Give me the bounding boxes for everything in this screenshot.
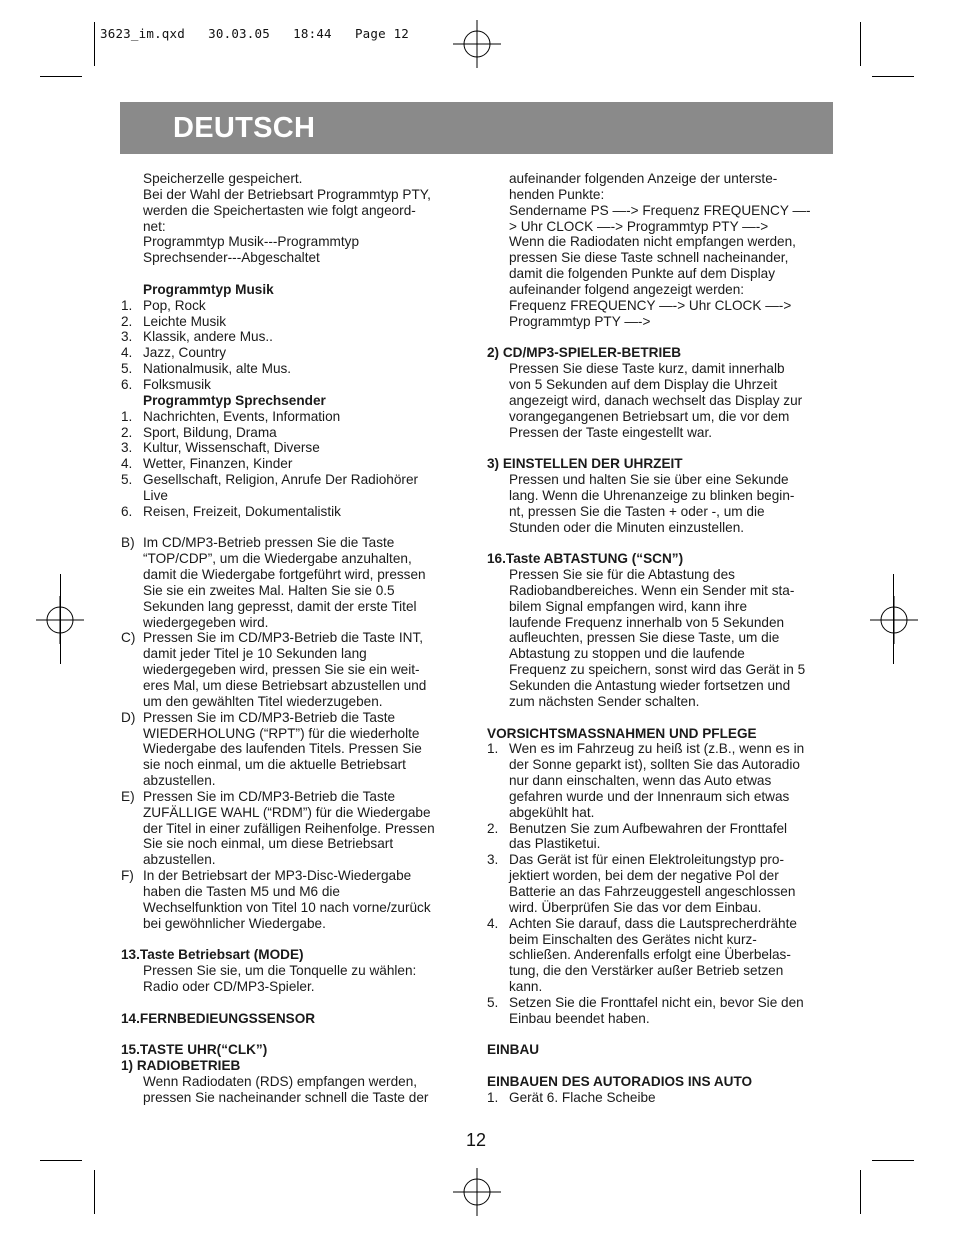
list-item	[121, 361, 466, 377]
list-item-text: In der Betriebsart der MP3-Disc-Wiedergabe	[143, 868, 412, 884]
text-line: Sekunden lang gepresst, damit der erste Titel	[143, 598, 417, 614]
text-line: Wenn Radiodaten (RDS) empfangen werden,	[143, 1074, 418, 1090]
text-line: abzustellen.	[143, 773, 216, 789]
section-heading: 15.TASTE UHR(“CLK”)	[121, 1042, 268, 1058]
list-item-text: Klassik, andere Mus..	[143, 329, 273, 345]
paragraph-spacer	[487, 1027, 833, 1043]
list-item-text: Pressen Sie im CD/MP3-Betrieb die Taste	[143, 709, 396, 725]
registration-mark-icon	[870, 596, 918, 644]
list-item	[121, 377, 466, 393]
section-heading: Programmtyp Musik	[143, 281, 274, 297]
text-line: Sie sie ein zweites Mal. Halten Sie sie 0.5	[143, 582, 395, 598]
text-line: Einbau beendet haben.	[509, 1010, 650, 1026]
text-line: nur dann einschalten, wenn das Auto etwas	[509, 773, 772, 789]
paragraph-spacer	[487, 440, 833, 456]
text-line: zum nächsten Sender schalten.	[509, 693, 700, 709]
language-banner	[120, 102, 833, 154]
list-item-text: Setzen Sie die Fronttafel nicht ein, bevor Sie den	[509, 994, 804, 1010]
text-line: der Sonne geparkt ist), sollten Sie das Autoradio	[509, 757, 800, 773]
list-item	[121, 868, 466, 884]
list-marker: E)	[121, 788, 135, 804]
list-item-text: Im CD/MP3-Betrieb pressen Sie die Taste	[143, 535, 395, 551]
text-line: Bei der Wahl der Betriebsart Programmtyp PTY,	[143, 186, 431, 202]
text-line: WIEDERHOLUNG (“RPT”) für die wiederholte	[143, 725, 420, 741]
text-line: Sie sie noch einmal, um diese Betriebsart	[143, 836, 394, 852]
crop-mark	[860, 22, 861, 66]
list-item	[121, 630, 466, 646]
text-line: pressen Sie diese Taste schnell nacheinander,	[509, 250, 789, 266]
list-marker: 3.	[121, 440, 133, 456]
text-line: bei gewöhnlicher Wiedergabe.	[143, 915, 326, 931]
text-line: nt, pressen Sie die Tasten + oder -, um die	[509, 503, 765, 519]
list-item-text: Pressen Sie im CD/MP3-Betrieb die Taste	[143, 788, 396, 804]
list-item	[487, 852, 833, 868]
list-item-text: Jazz, Country	[143, 345, 227, 361]
text-line: Batterie an das Fahrzeuggestell angeschlossen	[509, 883, 796, 899]
list-item	[121, 789, 466, 805]
text-line: damit die folgenden Punkte auf dem Display	[509, 266, 775, 282]
text-line: Pressen Sie sie für die Abtastung des	[509, 567, 735, 583]
crop-mark	[872, 76, 914, 77]
list-marker: F)	[121, 868, 134, 884]
list-item	[121, 298, 466, 314]
text-line: net:	[143, 218, 166, 234]
text-line: Speicherzelle gespeichert.	[143, 171, 303, 186]
list-item-text: Sport, Bildung, Drama	[143, 424, 277, 440]
crop-mark	[40, 76, 82, 77]
text-line: Sendername PS —-> Frequenz FREQUENCY —-	[509, 202, 811, 218]
crop-mark	[94, 1170, 95, 1214]
registration-mark-icon	[453, 1168, 501, 1216]
paragraph-spacer	[121, 266, 466, 282]
text-line: laufende Frequenz innerhalb von 5 Sekunden	[509, 614, 785, 630]
list-item-text: Wetter, Finanzen, Kinder	[143, 456, 293, 472]
text-line: der Titel in einer zufälligen Reihenfolge. Pressen	[143, 820, 435, 836]
text-line: eres Mal, um diese Betriebsart abzustellen und	[143, 678, 427, 693]
text-line: beim Einschalten des Gerätes nicht kurz-	[509, 931, 757, 947]
paragraph-spacer	[487, 329, 833, 345]
list-item	[121, 314, 466, 330]
crop-mark	[893, 574, 894, 664]
section-heading: 13.Taste Betriebsart (MODE)	[121, 947, 304, 963]
list-marker: 6.	[121, 376, 133, 392]
text-line: Wenn die Radiodaten nicht empfangen werden,	[509, 234, 796, 250]
list-item-text: Nachrichten, Events, Information	[143, 408, 341, 424]
text-line: bilem Signal empfangen wird, kann ihre	[509, 598, 748, 614]
text-line: haben die Tasten M5 und M6 die	[143, 883, 340, 899]
text-line: schließen. Anderenfalls erfolgt eine Überbelas-	[509, 947, 791, 963]
list-item	[487, 916, 833, 932]
print-slug: 3623_im.qxd 30.03.05 18:44 Page 12	[100, 26, 410, 41]
crop-mark	[60, 574, 61, 664]
text-line: um den gewählten Titel wiederzugeben.	[143, 693, 383, 709]
list-item-text: Gesellschaft, Religion, Anrufe Der Radiohörer	[143, 472, 419, 488]
text-line: Wiedergabe des laufenden Titels. Pressen Sie	[143, 741, 422, 757]
text-line: Pressen Sie sie, um die Tonquelle zu wählen:	[143, 963, 417, 979]
text-line: wird. Überprüfen Sie das vor dem Einbau.	[509, 899, 762, 915]
paragraph-spacer	[121, 932, 466, 948]
text-line: “TOP/CDP”, um die Wiedergabe anzuhalten,	[143, 551, 412, 567]
list-item-text: Kultur, Wissenschaft, Diverse	[143, 440, 320, 456]
list-item	[121, 710, 466, 726]
text-line: ZUFÄLLIGE WAHL (“RDM”) für die Wiedergabe	[143, 804, 431, 820]
list-item-text: Reisen, Freizeit, Dokumentalistik	[143, 503, 341, 519]
list-marker: 4.	[121, 456, 133, 472]
text-line: wiedergegeben wird.	[143, 614, 269, 630]
text-line: > Uhr CLOCK —-> Programmtyp PTY —->	[509, 218, 769, 234]
text-line: Radio oder CD/MP3-Spieler.	[143, 979, 315, 995]
list-item	[121, 535, 466, 551]
left-text-column	[121, 171, 466, 1106]
paragraph-spacer	[487, 535, 833, 551]
text-line: pressen Sie nacheinander schnell die Taste der	[143, 1089, 429, 1105]
text-line: von 5 Sekunden auf dem Display die Uhrzeit	[509, 376, 778, 392]
crop-mark	[872, 1160, 914, 1161]
text-line: Pressen der Taste eingestellt war.	[509, 424, 713, 440]
text-line: Programmtyp PTY —->	[509, 313, 651, 329]
list-marker: 5.	[121, 472, 133, 488]
list-item-text: Benutzen Sie zum Aufbewahren der Fronttafel	[509, 820, 788, 836]
list-marker: 1.	[487, 1089, 499, 1105]
list-marker: 4.	[487, 915, 499, 931]
list-item-text: Leichte Musik	[143, 313, 227, 329]
text-line: werden die Speichertasten wie folgt angeord-	[143, 202, 416, 218]
section-heading: 1) RADIOBETRIEB	[121, 1058, 241, 1074]
section-heading: 14.FERNBEDIEUNGSSENSOR	[121, 1010, 316, 1026]
text-line: Sekunden die Antastung wieder fortsetzen und	[509, 678, 791, 693]
list-item-text: Folksmusik	[143, 376, 211, 392]
text-line: Live	[143, 487, 168, 503]
list-marker: 2.	[121, 424, 133, 440]
list-marker: 6.	[121, 503, 133, 519]
list-marker: 5.	[487, 994, 499, 1010]
list-marker: 2.	[487, 820, 499, 836]
list-item	[487, 741, 833, 757]
section-heading: VORSICHTSMASSNAHMEN UND PFLEGE	[487, 725, 757, 741]
list-marker: 5.	[121, 361, 133, 377]
list-marker: 3.	[121, 329, 133, 345]
text-line: Pressen und halten Sie sie über eine Sekunde	[509, 472, 789, 488]
text-line: vorangegangenen Betriebsart um, die vor dem	[509, 408, 790, 424]
section-heading: 16.Taste ABTASTUNG (“SCN”)	[487, 551, 684, 567]
section-heading: EINBAUEN DES AUTORADIOS INS AUTO	[487, 1074, 753, 1090]
text-line: aufleuchten, pressen Sie diese Taste, um die	[509, 630, 780, 646]
paragraph-spacer	[121, 520, 466, 536]
text-line: aufeinander folgend angezeigt werden:	[509, 281, 745, 297]
crop-mark	[94, 22, 95, 66]
list-marker: 3.	[487, 852, 499, 868]
paragraph-spacer	[487, 710, 833, 726]
paragraph-spacer	[121, 995, 466, 1011]
list-marker: 2.	[121, 313, 133, 329]
section-heading: 2) CD/MP3-SPIELER-BETRIEB	[487, 345, 682, 361]
text-line: jektiert worden, bei dem der negative Pol der	[509, 868, 779, 884]
text-line: Stunden oder die Minuten einzustellen.	[509, 519, 745, 535]
text-line: Pressen Sie diese Taste kurz, damit innerhalb	[509, 361, 785, 377]
text-line: angezeigt wird, danach wechselt das Display zur	[509, 392, 803, 408]
list-item-text: Achten Sie darauf, dass die Lautsprecherdrähte	[509, 915, 797, 931]
text-line: kann.	[509, 979, 543, 995]
text-line: sie noch einmal, um die aktuelle Betriebsart	[143, 757, 406, 773]
text-line: henden Punkte:	[509, 186, 605, 202]
text-line: Abtastung zu stoppen und die laufende	[509, 646, 745, 662]
list-marker: C)	[121, 630, 136, 646]
list-marker: 1.	[121, 297, 133, 313]
page-number: 12	[466, 1130, 487, 1150]
list-item-text: Wen es im Fahrzeug zu heiß ist (z.B., wenn es in	[509, 741, 805, 757]
text-line: gefahren wurde und der Innenraum sich etwas	[509, 788, 790, 804]
list-marker: 1.	[121, 408, 133, 424]
crop-mark	[40, 1160, 82, 1161]
text-line: Radiobandbereiches. Wenn ein Sender mit sta-	[509, 582, 795, 598]
text-line: Sprechsender---Abgeschaltet	[143, 250, 320, 266]
list-item-text: Nationalmusik, alte Mus.	[143, 361, 292, 377]
section-heading: EINBAU	[487, 1042, 540, 1058]
list-item	[121, 409, 466, 425]
page-title: DEUTSCH	[173, 112, 316, 144]
list-item	[487, 1090, 833, 1106]
list-item	[487, 821, 833, 837]
text-line: damit die Wiedergabe fortgeführt wird, pressen	[143, 567, 426, 583]
section-heading: 3) EINSTELLEN DER UHRZEIT	[487, 456, 683, 472]
list-marker: D)	[121, 709, 136, 725]
list-item	[121, 345, 466, 361]
text-line: abgekühlt hat.	[509, 804, 595, 820]
list-item-text: Gerät 6. Flache Scheibe	[509, 1089, 656, 1105]
list-item	[121, 456, 466, 472]
list-item	[487, 995, 833, 1011]
list-item	[121, 504, 466, 520]
text-line: Frequenz FREQUENCY —-> Uhr CLOCK —->	[509, 297, 792, 313]
list-item	[121, 425, 466, 441]
list-item-text: Das Gerät ist für einen Elektroleitungstyp pro-	[509, 852, 785, 868]
list-marker: B)	[121, 535, 135, 551]
right-text-column	[487, 171, 833, 1106]
text-line: aufeinander folgenden Anzeige der unterste-	[509, 171, 778, 186]
text-line: Programmtyp Musik---Programmtyp	[143, 234, 360, 250]
text-line: lang. Wenn die Uhrenanzeige zu blinken begin-	[509, 487, 795, 503]
list-item-text: Pressen Sie im CD/MP3-Betrieb die Taste INT,	[143, 630, 424, 646]
list-item	[121, 440, 466, 456]
text-line: Frequenz zu speichern, sonst wird das Gerät in 5	[509, 662, 806, 678]
list-item	[121, 329, 466, 345]
section-heading: Programmtyp Sprechsender	[143, 392, 326, 408]
text-line: tung, die den Verstärker außer Betrieb setzen	[509, 963, 784, 979]
text-line: Wechselfunktion von Titel 10 nach vorne/zurück	[143, 899, 431, 915]
text-line: wiedergegeben wird, pressen Sie sie ein weit-	[143, 662, 420, 678]
registration-mark-icon	[453, 20, 501, 68]
text-line: abzustellen.	[143, 852, 216, 868]
paragraph-spacer	[487, 1058, 833, 1074]
crop-mark	[860, 1170, 861, 1214]
list-item	[121, 472, 466, 488]
list-marker: 1.	[487, 741, 499, 757]
paragraph-spacer	[121, 1027, 466, 1043]
list-marker: 4.	[121, 345, 133, 361]
list-item-text: Pop, Rock	[143, 297, 206, 313]
text-line: damit jeder Titel je 10 Sekunden lang	[143, 646, 367, 662]
text-line: das Plastiketui.	[509, 836, 601, 852]
